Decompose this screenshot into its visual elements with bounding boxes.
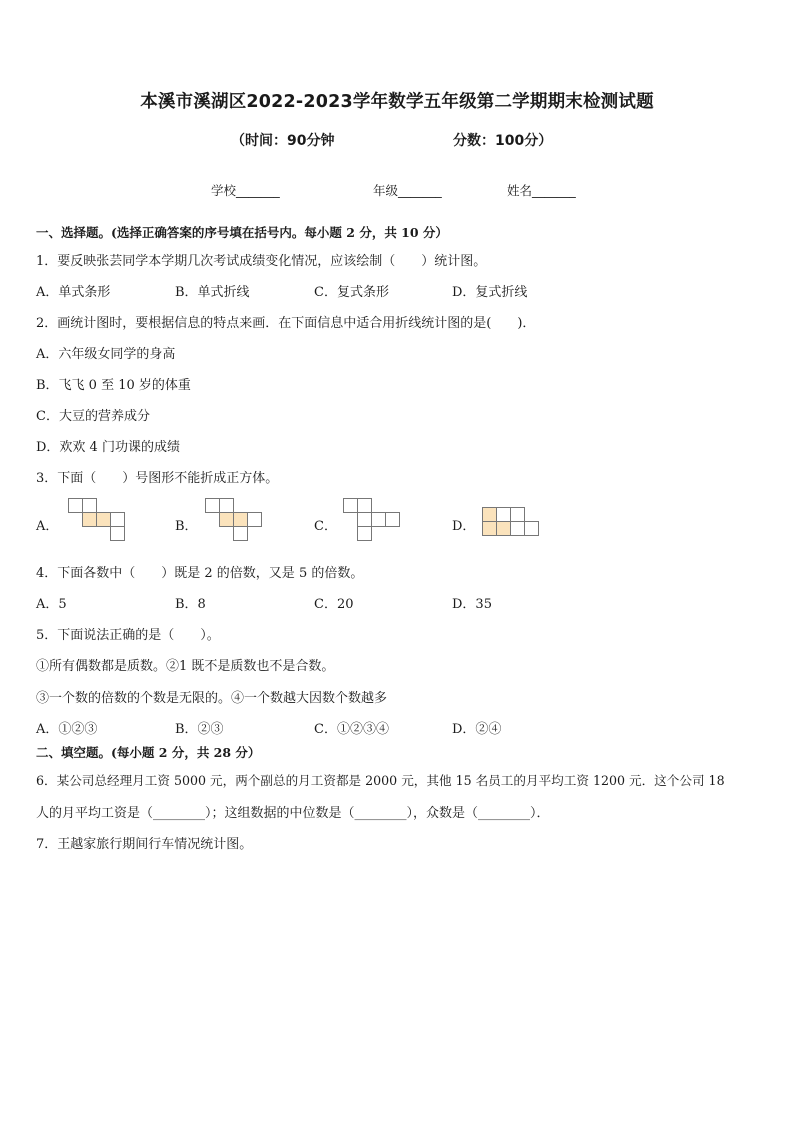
exam-time: （时间：90分钟 (231, 133, 335, 149)
question-6-line-1: 6．某公司总经理月工资 5000 元，两个副总的月工资都是 2000 元，其他 15 名员工的月平均工资 1200 元．这个公司 18 (36, 773, 725, 788)
q1-option-b: B．单式折线 (175, 285, 250, 300)
q2-option-c: C．大豆的营养成分 (36, 409, 150, 424)
exam-score: 分数：100分） (453, 133, 553, 149)
q1-option-c: C．复式条形 (314, 285, 389, 300)
q4-option-b: B．8 (175, 597, 206, 612)
school-field: 学校_______ (211, 183, 280, 198)
page-title: 本溪市溪湖区2022-2023学年数学五年级第二学期期末检测试题 (140, 92, 654, 112)
question-4: 4．下面各数中（ ）既是 2 的倍数，又是 5 的倍数。 (36, 566, 364, 581)
q1-option-d: D．复式折线 (452, 285, 528, 300)
q3-option-d: D． (452, 519, 476, 534)
q5-option-a: A．①②③ (36, 722, 98, 737)
q4-option-a: A．5 (36, 597, 67, 612)
q5-option-c: C．①②③④ (314, 722, 389, 737)
section-heading-choice: 一、选择题。(选择正确答案的序号填在括号内。每小题 2 分，共 10 分） (36, 225, 448, 240)
q5-option-d: D．②④ (452, 722, 502, 737)
q4-option-c: C．20 (314, 597, 354, 612)
q2-option-b: B．飞飞 0 至 10 岁的体重 (36, 378, 191, 393)
q4-option-d: D．35 (452, 597, 492, 612)
question-1: 1．要反映张芸同学本学期几次考试成绩变化情况，应该绘制（ ）统计图。 (36, 254, 487, 269)
name-field: 姓名_______ (507, 183, 576, 198)
q3-option-c: C． (314, 519, 337, 534)
question-2: 2．画统计图时，要根据信息的特点来画．在下面信息中适合用折线统计图的是( )． (36, 316, 536, 331)
q2-option-a: A．六年级女同学的身高 (36, 347, 176, 362)
q3-option-b: B． (175, 519, 198, 534)
question-7: 7．王越家旅行期间行车情况统计图。 (36, 837, 253, 852)
q1-option-a: A．单式条形 (36, 285, 111, 300)
question-3: 3．下面（ ）号图形不能折成正方体。 (36, 471, 279, 486)
q5-option-b: B．②③ (175, 722, 224, 737)
q3-option-a: A． (36, 519, 59, 534)
section-heading-fill: 二、填空题。(每小题 2 分，共 28 分） (36, 745, 261, 760)
grade-field: 年级_______ (373, 183, 442, 198)
question-5: 5．下面说法正确的是（ ）。 (36, 628, 220, 643)
question-6-line-2: 人的月平均工资是（________）；这组数据的中位数是（________），众数是（________）． (36, 806, 550, 821)
q5-statements-1: ①所有偶数都是质数。②1 既不是质数也不是合数。 (36, 659, 335, 674)
q5-statements-2: ③一个数的倍数的个数是无限的。④一个数越大因数个数越多 (36, 691, 388, 706)
q2-option-d: D．欢欢 4 门功课的成绩 (36, 440, 180, 455)
